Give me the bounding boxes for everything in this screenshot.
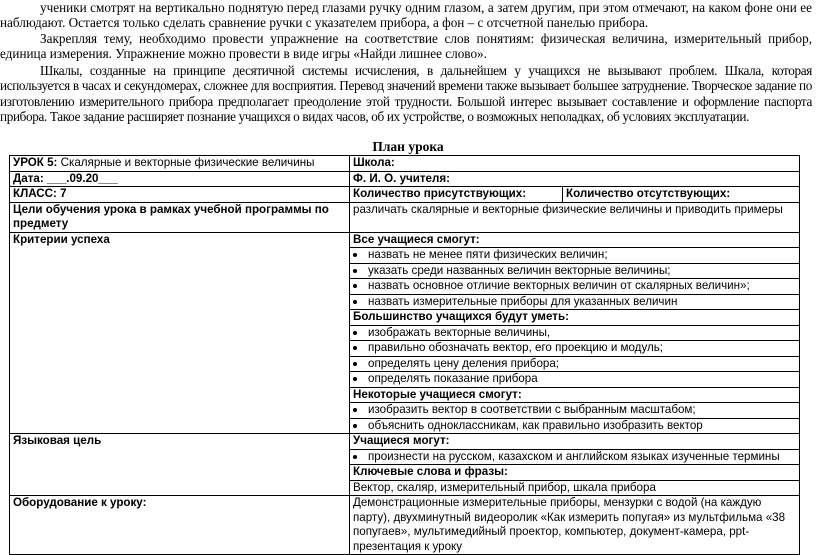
- list-item: изобразить вектор в соответствии с выбранным масштабом;: [350, 403, 799, 418]
- bullet-icon: [353, 424, 357, 428]
- criteria-cell: [350, 232, 800, 434]
- bullet-icon: [353, 377, 357, 381]
- lang-header: Учащиеся могут:: [353, 434, 450, 447]
- criteria-label: Критерии успеха: [10, 232, 350, 434]
- table-row: [10, 232, 800, 434]
- class-cell: КЛАСС: 7: [10, 187, 350, 203]
- keywords-header: Ключевые слова и фразы:: [350, 464, 799, 480]
- date-label: Дата:: [13, 171, 44, 185]
- lesson-cell: [10, 156, 350, 172]
- teacher-cell: Ф. И. О. учителя:: [350, 171, 800, 187]
- equipment-label: Оборудование к уроку:: [10, 496, 350, 555]
- equipment-value: Демонстрационные измерительные приборы, мензурки с водой (на каждую парту), двухминутный видеоролик «Как измерить попугая» из мультфильма «38 попугаев», мультимедийный проектор, компьютер, документ-камера, ppt-презентация к уроку: [350, 496, 800, 555]
- list-item: произнести на русском, казахском и английском языках изученные термины: [350, 450, 799, 465]
- lang-label: Языковая цель: [10, 434, 350, 496]
- present-cell: Количество присутствующих:: [350, 187, 563, 203]
- absent-cell: Количество отсутствующих:: [563, 187, 800, 203]
- plan-title: План урока: [372, 139, 444, 154]
- table-row: [10, 202, 800, 232]
- bullet-icon: [353, 300, 357, 304]
- bullet-icon: [353, 346, 357, 350]
- most-header: Большинство учащихся будут уметь:: [350, 309, 799, 325]
- list-item: назвать не менее пяти физических величин;: [350, 248, 799, 263]
- most-list: [350, 325, 799, 387]
- table-row: [10, 187, 800, 203]
- paragraph-1: ученики смотрят на вертикально поднятую перед глазами ручку одним глазом, а затем другим, при этом отмечают, на каком фоне они ее наблюдают. Остается только сделать сравнение ручки с указателем прибора, а фон – с отсчетной панелью прибора.: [0, 0, 812, 31]
- school-cell: Школа:: [350, 156, 800, 172]
- lesson-plan-table: [9, 155, 800, 555]
- table-row: [10, 496, 800, 555]
- bullet-icon: [353, 253, 357, 257]
- bullet-icon: [353, 331, 357, 335]
- some-header: Некоторые учащиеся смогут:: [350, 387, 799, 403]
- list-item: объяснить одноклассникам, как правильно изобразить вектор: [350, 418, 799, 434]
- bullet-icon: [353, 408, 357, 412]
- lang-cell: [350, 434, 800, 496]
- all-header: Все учащиеся смогут:: [353, 232, 480, 246]
- some-list: [350, 402, 799, 433]
- bullet-icon: [353, 455, 357, 459]
- paragraph-3: Шкалы, созданные на принципе десятичной системы исчисления, в дальнейшем у учащихся не вызывают проблем. Шкала, которая используется в часах и секундомерах, сложнее для восприятия. Перевод значений времени также вызывает большее затруднение. Творческое задание по изготовлению измерительного прибора предполагает преодоление этой трудности. Большой интерес вызывает составление и оформление паспорта прибора. Такое задание расширяет познание учащихся о видах часов, об их устройстве, о возможных неполадках, об условиях эксплуатации.: [0, 63, 812, 125]
- all-list: [350, 247, 799, 309]
- table-row: [10, 171, 800, 187]
- lesson-label: УРОК 5:: [13, 156, 58, 169]
- list-item: правильно обозначать вектор, его проекцию и модуль;: [350, 340, 799, 356]
- list-item: назвать измерительные приборы для указанных величин: [350, 294, 799, 310]
- date-cell: [10, 171, 350, 187]
- keywords-value: Вектор, скаляр, измерительный прибор, шкала прибора: [350, 480, 799, 496]
- goals-label: Цели обучения урока в рамках учебной программы по предмету: [10, 202, 350, 232]
- paragraph-2: Закрепляя тему, необходимо провести упражнение на соответствие слов понятиям: физическая величина, измерительный прибор, единица измерения. Упражнение можно провести в виде игры «Найди лишнее слово».: [0, 31, 812, 62]
- bullet-icon: [353, 362, 357, 366]
- list-item: указать среди названных величин векторные величины;: [350, 263, 799, 279]
- bullet-icon: [353, 284, 357, 288]
- lesson-value: Скалярные и векторные физические величины: [57, 156, 315, 169]
- date-value: ___.09.20___: [43, 171, 118, 185]
- list-item: определять показание прибора: [350, 371, 799, 387]
- goals-value: различать скалярные и векторные физические величины и приводить примеры: [350, 202, 800, 232]
- lang-list: [350, 449, 799, 465]
- bullet-icon: [353, 269, 357, 273]
- table-row: [10, 434, 800, 496]
- list-item: определять цену деления прибора;: [350, 356, 799, 372]
- list-item: назвать основное отличие векторных величин от скалярных величин»;: [350, 278, 799, 294]
- table-row: [10, 156, 800, 172]
- list-item: изображать векторные величины,: [350, 326, 799, 341]
